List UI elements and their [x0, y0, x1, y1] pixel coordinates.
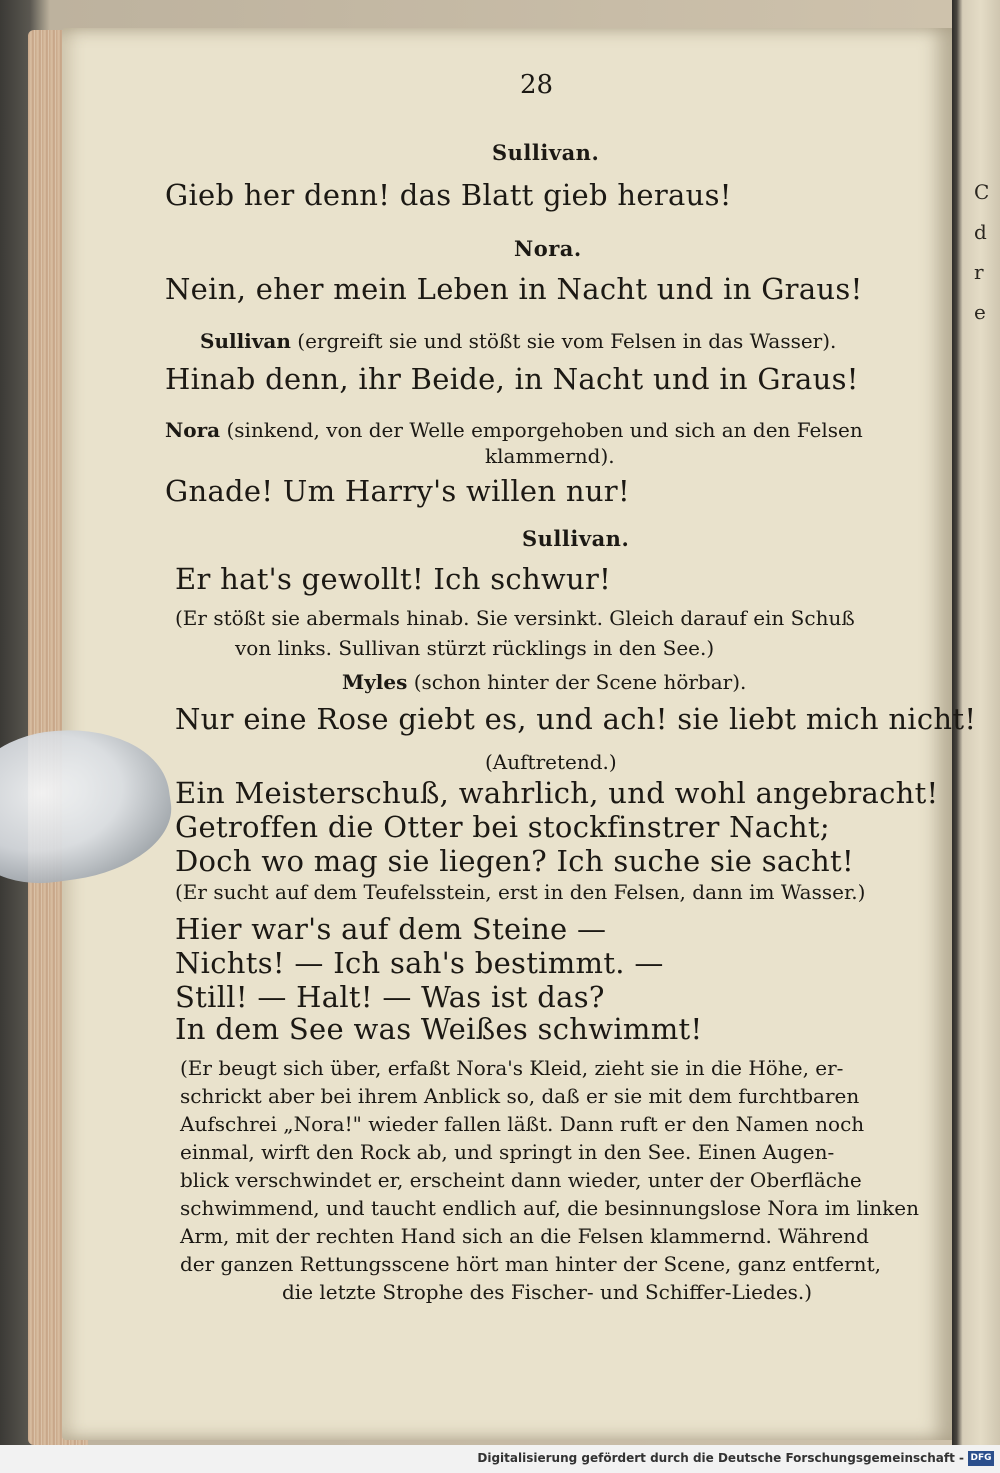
stage-direction: Arm, mit der rechten Hand sich an die Felsen klammernd. Während — [180, 1224, 869, 1248]
footer-bar — [0, 1445, 1000, 1473]
stage-direction: Myles (schon hinter der Scene hörbar). — [342, 670, 747, 694]
stage-direction: die letzte Strophe des Fischer- und Schiffer-Liedes.) — [282, 1280, 813, 1304]
verse-line: Gieb her denn! das Blatt gieb heraus! — [165, 178, 732, 212]
verse-line: Hinab denn, ihr Beide, in Nacht und in Graus! — [165, 362, 859, 396]
verse-line: Getroffen die Otter bei stockfinstrer Nacht; — [175, 810, 830, 844]
stage-direction: Nora (sinkend, von der Welle emporgehoben und sich an den Felsen — [165, 418, 863, 442]
verse-line: Nichts! — Ich sah's bestimmt. — — [175, 946, 664, 980]
stage-direction: (Er sucht auf dem Teufelsstein, erst in den Felsen, dann im Wasser.) — [175, 880, 866, 904]
footer-credit: Digitalisierung gefördert durch die Deutsche Forschungsgemeinschaft - — [477, 1451, 964, 1465]
stage-direction: Aufschrei „Nora!" wieder fallen läßt. Dann ruft er den Namen noch — [180, 1112, 865, 1136]
stage-direction: schrickt aber bei ihrem Anblick so, daß er sie mit dem furchtbaren — [180, 1084, 860, 1108]
speaker-name: Nora — [165, 418, 221, 442]
speaker-name: Sullivan. — [492, 140, 600, 165]
verse-line: Hier war's auf dem Steine — — [175, 912, 607, 946]
stage-direction: (Er stößt sie abermals hinab. Sie versinkt. Gleich darauf ein Schuß — [175, 606, 855, 630]
verse-line: Er hat's gewollt! Ich schwur! — [175, 562, 612, 596]
speaker-name: Myles — [342, 670, 408, 694]
stage-direction: einmal, wirft den Rock ab, und springt in den See. Einen Augen- — [180, 1140, 835, 1164]
stage-direction: (Er beugt sich über, erfaßt Nora's Kleid, zieht sie in die Höhe, er- — [180, 1056, 844, 1080]
speaker-name: Sullivan. — [522, 526, 630, 551]
verse-line: Ein Meisterschuß, wahrlich, und wohl angebracht! — [175, 776, 939, 810]
dfg-logo-icon: DFG — [968, 1451, 994, 1466]
stage-direction: klammernd). — [485, 444, 615, 468]
stage-direction: blick verschwindet er, erscheint dann wieder, unter der Oberfläche — [180, 1168, 862, 1192]
page-number: 28 — [520, 70, 554, 100]
facing-page-edge: C d r e — [952, 0, 1000, 1445]
verse-line: In dem See was Weißes schwimmt! — [175, 1012, 703, 1046]
verse-line: Nur eine Rose giebt es, und ach! sie liebt mich nicht! — [175, 702, 977, 736]
stage-direction: der ganzen Rettungsscene hört man hinter der Scene, ganz entfernt, — [180, 1252, 881, 1276]
stage-direction: von links. Sullivan stürzt rücklings in den See.) — [235, 636, 715, 660]
verse-line: Gnade! Um Harry's willen nur! — [165, 474, 630, 508]
verse-line: Doch wo mag sie liegen? Ich suche sie sacht! — [175, 844, 854, 878]
speaker-name: Nora. — [514, 236, 582, 261]
verse-line: Still! — Halt! — Was ist das? — [175, 980, 605, 1014]
stage-direction: schwimmend, und taucht endlich auf, die besinnungslose Nora im linken — [180, 1196, 920, 1220]
stage-direction: (Auftretend.) — [485, 750, 617, 774]
verse-line: Nein, eher mein Leben in Nacht und in Graus! — [165, 272, 863, 306]
speaker-name: Sullivan — [200, 329, 291, 353]
stage-direction: Sullivan (ergreift sie und stößt sie vom Felsen in das Wasser). — [200, 329, 837, 353]
